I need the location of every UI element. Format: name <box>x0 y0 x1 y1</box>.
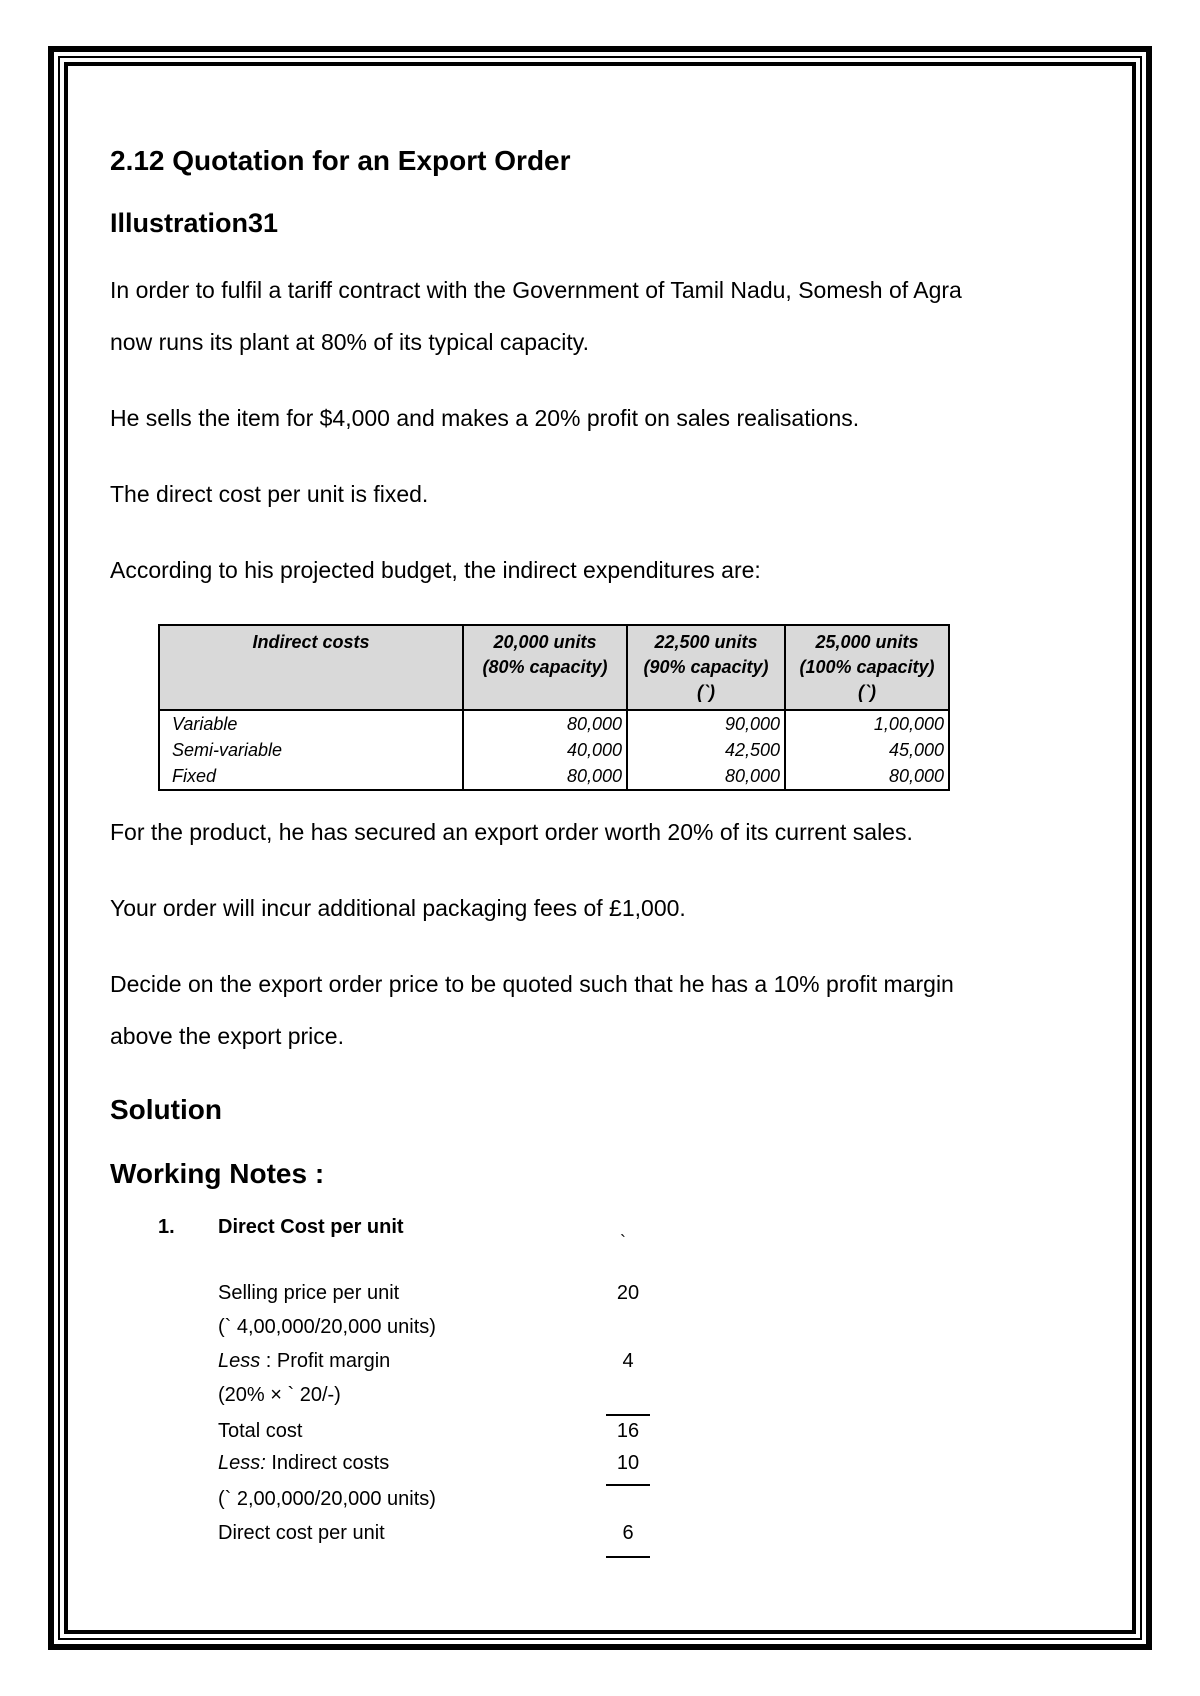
cell-value: 80,000 <box>463 763 627 790</box>
section-heading: 2.12 Quotation for an Export Order <box>110 145 571 176</box>
subtotal-rule <box>606 1484 650 1486</box>
cell-value: 42,500 <box>627 737 785 763</box>
header-indirect-costs <box>159 625 463 710</box>
paragraph-3: The direct cost per unit is fixed. <box>110 481 429 507</box>
header-units: 20,000 units <box>493 632 597 652</box>
indirect-costs-text: Indirect costs <box>265 1452 390 1474</box>
cell-value: 1,00,000 <box>785 710 949 737</box>
note-title: Direct Cost per unit <box>218 1216 404 1238</box>
paragraph-7-line-2: above the export price. <box>110 1023 344 1049</box>
total-rule <box>606 1556 650 1558</box>
profit-margin-note: (20% × ` 20/-) <box>218 1384 341 1406</box>
selling-price-note: (` 4,00,000/20,000 units) <box>218 1316 436 1338</box>
note-number: 1. <box>158 1216 175 1238</box>
total-cost-label: Total cost <box>218 1420 303 1442</box>
direct-cost-value: 6 <box>622 1522 634 1544</box>
paragraph-2: He sells the item for $4,000 and makes a 20% profit on sales realisations. <box>110 405 860 431</box>
header-capacity: (90% capacity) <box>643 657 769 677</box>
profit-margin-label <box>218 1350 390 1373</box>
profit-margin-text: : Profit margin <box>260 1350 391 1372</box>
row-label: Variable <box>159 710 463 737</box>
paragraph-1-line-1: In order to fulfil a tariff contract with the Government of Tamil Nadu, Somesh of Agra <box>110 277 962 303</box>
header-capacity: (80% capacity) <box>482 657 608 677</box>
header-currency: (`) <box>858 682 876 702</box>
cell-value: 40,000 <box>463 737 627 763</box>
cell-value: 80,000 <box>463 710 627 737</box>
table-row <box>159 710 949 737</box>
header-units: 25,000 units <box>815 632 919 652</box>
table-header-row <box>159 625 949 710</box>
paragraph-7-line-1: Decide on the export order price to be quoted such that he has a 10% profit margin <box>110 971 954 997</box>
indirect-costs-table <box>158 624 950 791</box>
working-notes-heading: Working Notes : <box>110 1158 325 1189</box>
subtotal-rule <box>606 1414 650 1416</box>
row-label: Semi-variable <box>159 737 463 763</box>
total-cost-value: 16 <box>616 1420 640 1442</box>
cell-value: 45,000 <box>785 737 949 763</box>
header-label: Indirect costs <box>252 632 370 652</box>
table-row <box>159 763 949 790</box>
header-25000-units <box>785 625 949 710</box>
less-label: Less: <box>218 1452 266 1474</box>
header-units: 22,500 units <box>654 632 758 652</box>
less-label: Less <box>218 1350 261 1372</box>
paragraph-5: For the product, he has secured an export order worth 20% of its current sales. <box>110 819 913 845</box>
indirect-costs-note: (` 2,00,000/20,000 units) <box>218 1488 436 1510</box>
solution-heading: Solution <box>110 1094 222 1125</box>
cell-value: 90,000 <box>627 710 785 737</box>
paragraph-6: Your order will incur additional packaging fees of £1,000. <box>110 895 686 921</box>
paragraph-4: According to his projected budget, the indirect expenditures are: <box>110 557 761 583</box>
cell-value: 80,000 <box>627 763 785 790</box>
selling-price-label: Selling price per unit <box>218 1282 400 1304</box>
header-currency: (`) <box>697 682 715 702</box>
header-22500-units <box>627 625 785 710</box>
selling-price-value: 20 <box>616 1282 640 1304</box>
indirect-costs-value: 10 <box>616 1452 640 1474</box>
cell-value: 80,000 <box>785 763 949 790</box>
row-label: Fixed <box>159 763 463 790</box>
paragraph-1-line-2: now runs its plant at 80% of its typical capacity. <box>110 329 589 355</box>
header-20000-units <box>463 625 627 710</box>
indirect-costs-label <box>218 1452 389 1475</box>
direct-cost-label: Direct cost per unit <box>218 1522 385 1544</box>
currency-mark: ` <box>620 1232 626 1252</box>
illustration-heading: Illustration31 <box>110 208 279 238</box>
profit-margin-value: 4 <box>622 1350 634 1372</box>
header-capacity: (100% capacity) <box>799 657 935 677</box>
table-row <box>159 737 949 763</box>
